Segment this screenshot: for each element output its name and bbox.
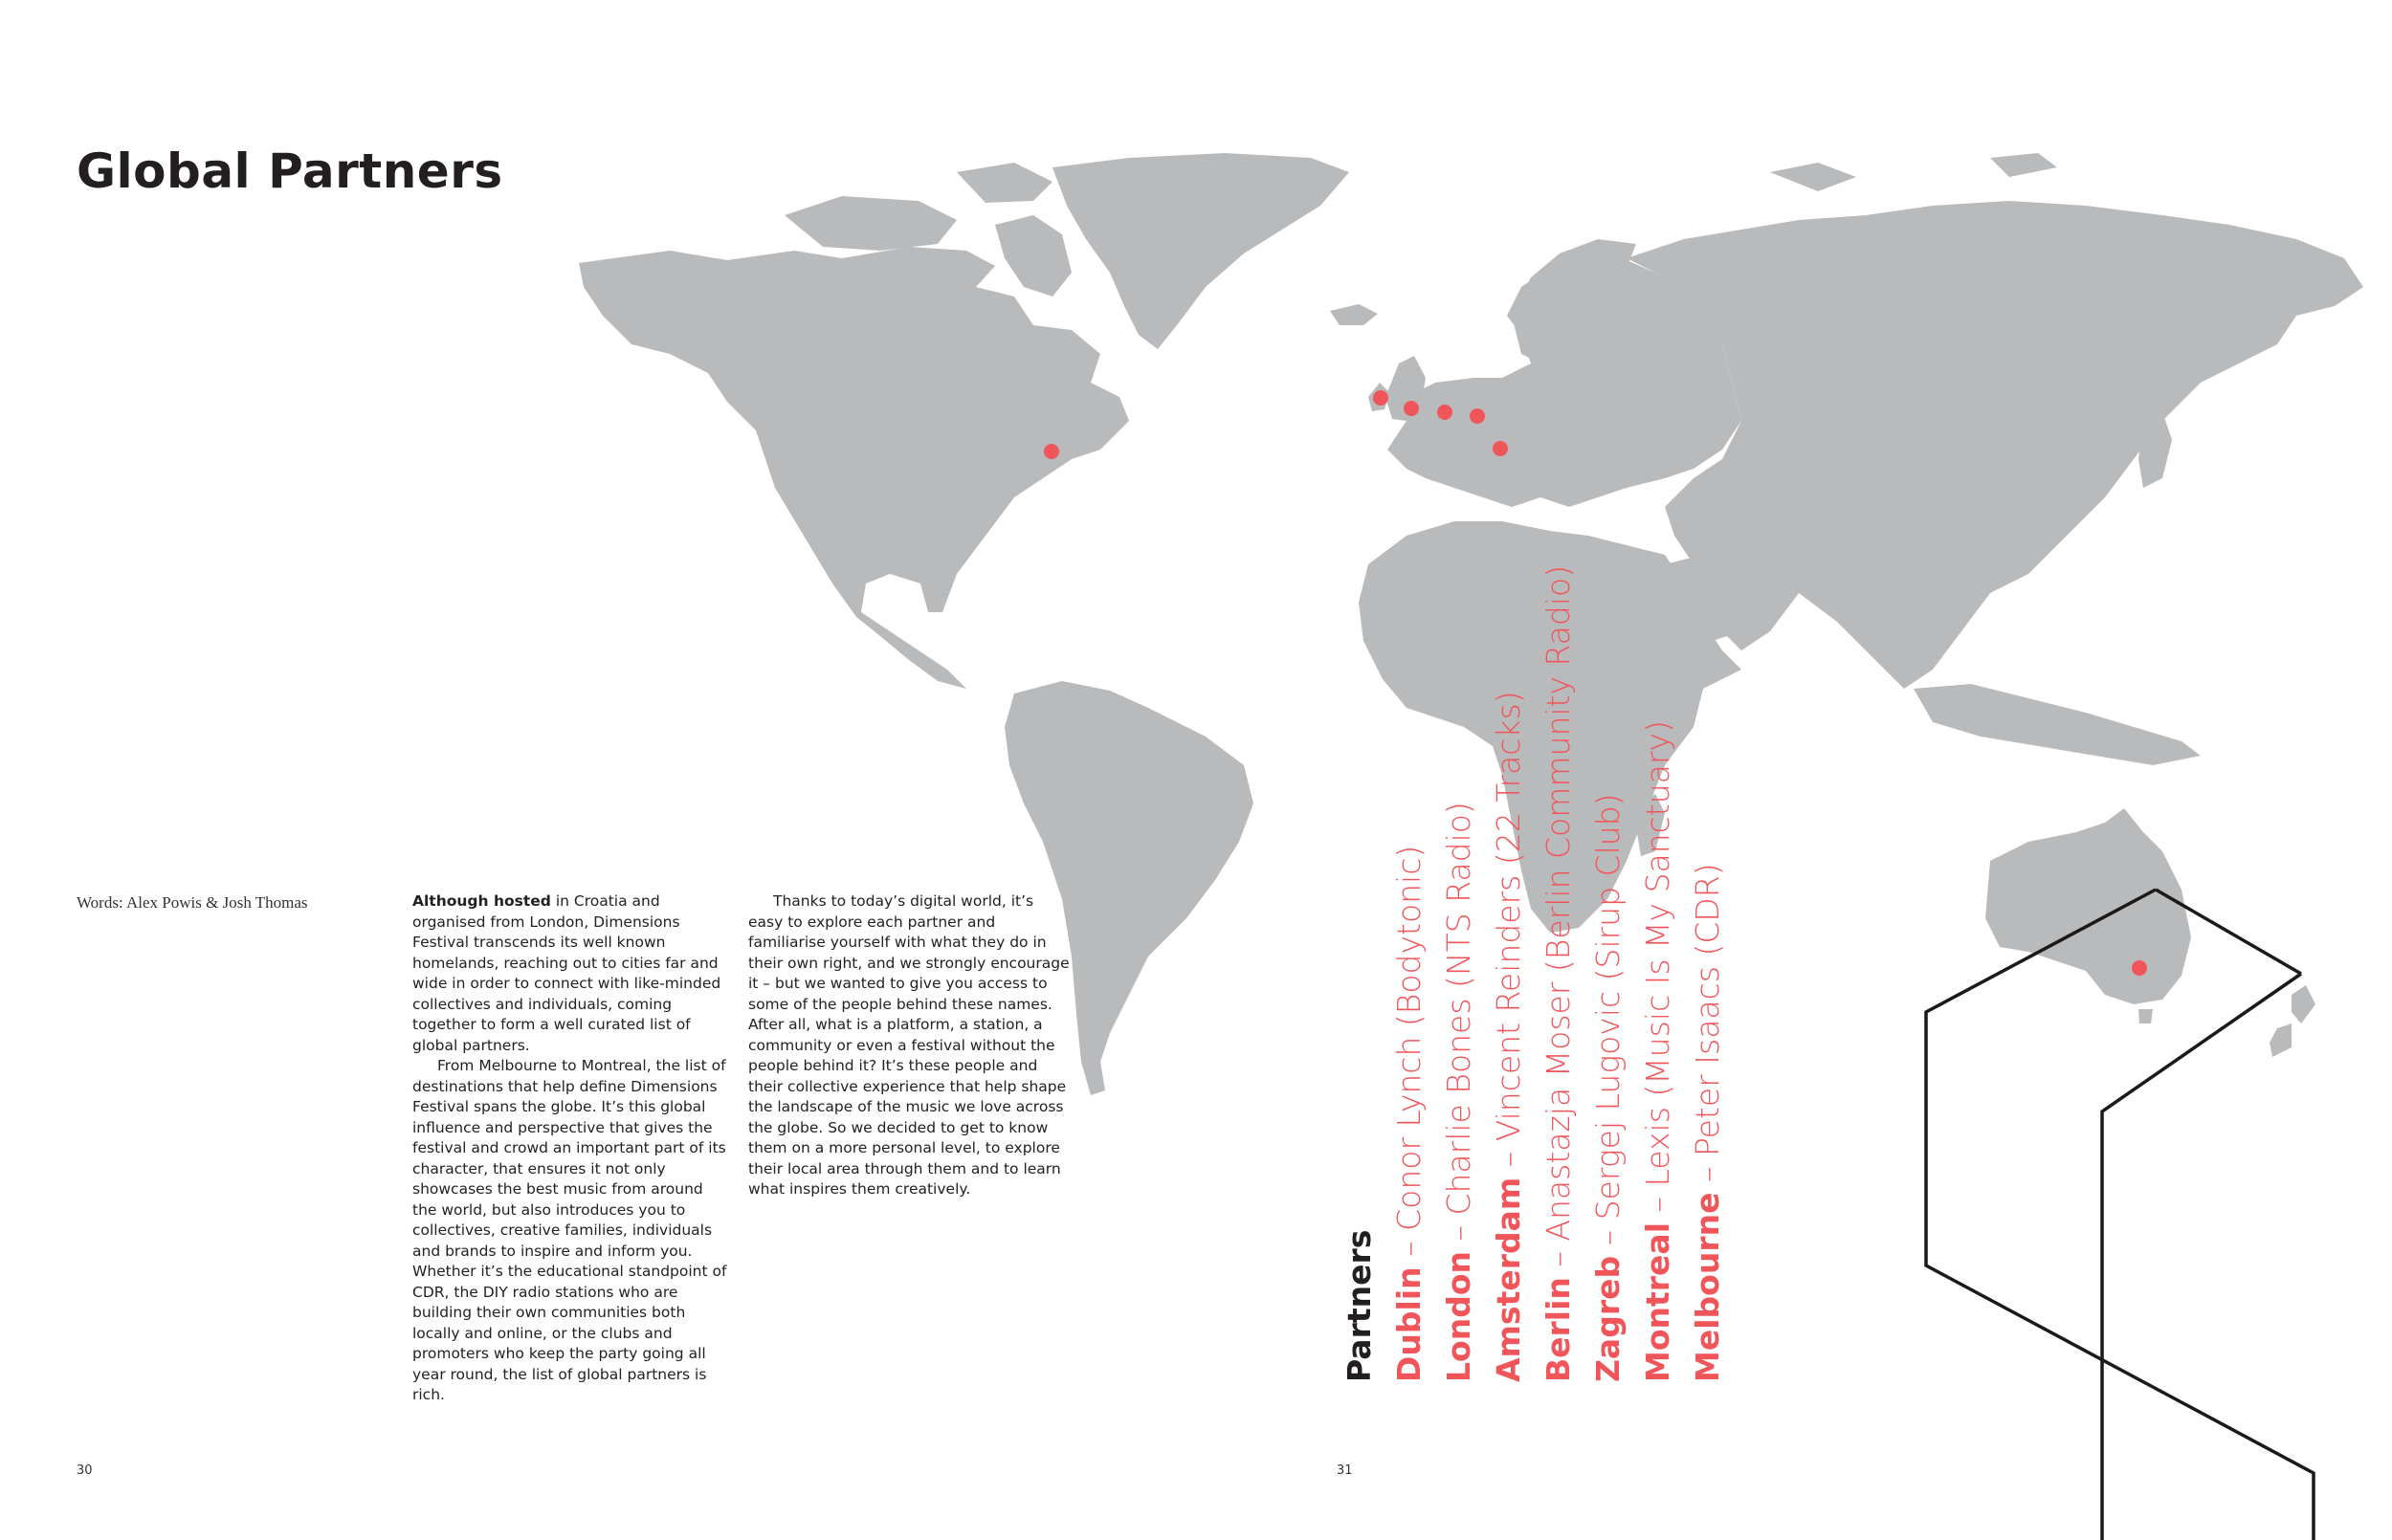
page-number-left: 30 (77, 1463, 93, 1478)
partner-name: Anastazja Moser (Berlin Community Radio) (1539, 564, 1577, 1242)
partner-montreal (1633, 521, 1683, 1382)
decorative-line-2 (2102, 974, 2301, 1540)
north-america (579, 247, 1129, 689)
partner-city: London (1440, 1251, 1477, 1382)
partners-heading: Partners (1340, 1229, 1378, 1382)
partner-name: Vincent Reinders (22 Tracks) (1490, 691, 1527, 1142)
partner-london (1434, 521, 1484, 1382)
article-column-2 (748, 891, 1070, 1200)
partner-dash: – (1689, 1156, 1726, 1193)
partner-dash: – (1539, 1241, 1577, 1278)
partner-city: Dublin (1390, 1266, 1428, 1382)
partner-city: Zagreb (1589, 1255, 1627, 1382)
partner-name: Charlie Bones (NTS Radio) (1440, 802, 1477, 1216)
partner-dublin (1384, 521, 1434, 1382)
partner-dash: – (1390, 1230, 1428, 1267)
dot-berlin (1470, 408, 1485, 424)
page-number-right: 31 (1337, 1463, 1353, 1478)
australia (1985, 808, 2191, 1004)
byline: Words: Alex Powis & Josh Thomas (77, 893, 308, 912)
partner-city: Berlin (1539, 1277, 1577, 1382)
paragraph-1-text: in Croatia and organised from London, Dimensions Festival transcends its well known homelands, reaching out to cities far and wide in order to connect with like-minded collectives and individuals, coming together to form a well curated list of global partners. (412, 892, 721, 1054)
dot-melbourne (2132, 960, 2147, 976)
partner-city: Montreal (1639, 1221, 1676, 1382)
dot-dublin (1373, 390, 1388, 406)
partner-amsterdam (1484, 521, 1534, 1382)
arctic-islands (957, 163, 1052, 203)
page-title: Global Partners (77, 143, 503, 199)
partner-name: Lexis (Music Is My Sanctuary) (1639, 720, 1676, 1187)
new-zealand (2270, 985, 2315, 1057)
north-america-arctic (785, 196, 957, 251)
iceland (1330, 304, 1378, 325)
partner-dash: – (1440, 1215, 1477, 1252)
dot-amsterdam (1437, 405, 1452, 420)
partner-name: Conor Lynch (Bodytonic) (1390, 845, 1428, 1231)
partner-city: Melbourne (1689, 1192, 1726, 1382)
southeast-asia-islands (1914, 684, 2201, 765)
dot-london (1404, 401, 1419, 416)
lead-in: Although hosted (412, 892, 551, 910)
partners-list (1335, 521, 1737, 1382)
japan (2138, 411, 2172, 488)
partner-dash: – (1589, 1220, 1627, 1256)
article-column-1 (412, 891, 728, 1406)
greenland (1052, 153, 1349, 349)
paragraph-2: From Melbourne to Montreal, the list of destinations that help define Dimensions Festival spans the globe. It’s this global influence and perspective that gives the festival and crowd an important part of its character, that ensures it not only showcases the best music from around the world, but also introduces you to collectives, creative families, individuals and brands to inspire and inform you. Whether it’s the educational standpoint of CDR, the DIY radio stations who are building their own communities both locally and online, or the clubs and promoters who keep the party going all year round, the list of global partners is rich. (412, 1057, 727, 1403)
partner-berlin (1534, 521, 1584, 1382)
partner-dash: – (1490, 1141, 1527, 1177)
tasmania (2138, 1009, 2153, 1023)
arctic-asia-islands (1770, 153, 2057, 191)
partner-dash: – (1639, 1186, 1676, 1222)
partner-melbourne (1683, 521, 1733, 1382)
paragraph-3: Thanks to today’s digital world, it’s easy to explore each partner and familiarise yourself with what they do in their own right, and we strongly encourage it – but we wanted to give you access to some of the people behind these names. After all, what is a platform, a station, a community or even a festival without the people behind it? It’s these people and their collective experience that help shape the landscape of the music we love across the globe. So we decided to get to know them on a more personal level, to explore their local area through them and to learn what inspires them creatively. (748, 892, 1070, 1198)
partner-zagreb (1584, 521, 1633, 1382)
dot-montreal (1044, 444, 1059, 459)
partner-name: Sergej Lugovic (Sirup Club) (1589, 793, 1627, 1221)
partner-city: Amsterdam (1490, 1177, 1527, 1382)
partner-name: Peter Isaacs (CDR) (1689, 863, 1726, 1157)
dot-zagreb (1493, 441, 1508, 456)
paragraph-1 (412, 891, 728, 1056)
baffin-island (995, 215, 1072, 297)
